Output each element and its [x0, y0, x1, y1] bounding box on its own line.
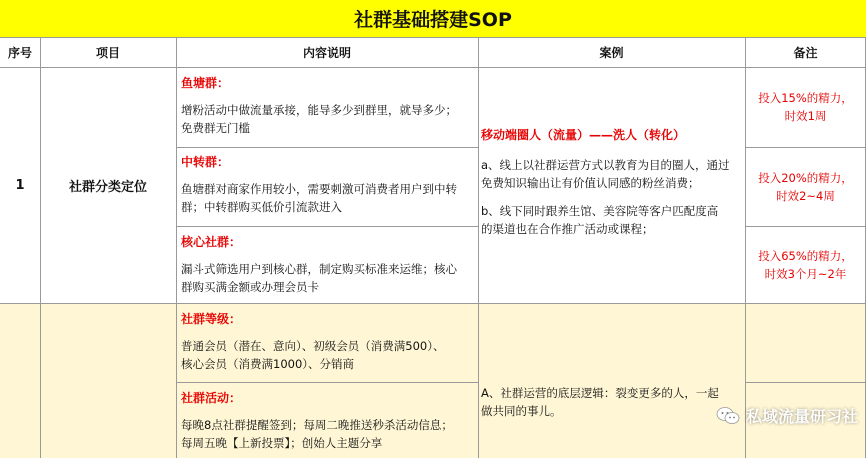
content-fishpond-heading: 鱼塘群： — [181, 76, 230, 90]
watermark — [716, 404, 858, 427]
case-heading: 移动端圈人（流量）——洗人（转化） — [481, 128, 686, 142]
grid-line — [745, 147, 866, 148]
grid-line — [0, 303, 866, 304]
grid-line — [176, 147, 478, 148]
header-project: 项目 — [40, 38, 176, 67]
content-group-level-text: 普通会员（潜在、意向）、初级会员（消费满500）、 核心会员（消费满1000）、分销商 — [181, 339, 445, 371]
sheet-title: 社群基础搭建SOP — [0, 0, 866, 38]
header-index: 序号 — [0, 38, 40, 67]
watermark-text: 私域流量研习社 — [745, 407, 858, 426]
content-group-level-heading: 社群等级： — [181, 312, 242, 326]
content-core-heading: 核心社群： — [181, 235, 242, 249]
note-2: 投入20%的精力， 时效2~4周 — [758, 170, 853, 203]
content-fishpond-text: 增粉活动中做流量承接，能导多少到群里，就导多少； 免费群无门槛 — [181, 103, 457, 135]
grid-line — [0, 67, 866, 68]
row-index-1: 1 — [15, 177, 25, 193]
case-para-b: b、线下同时跟养生馆、美容院等客户匹配度高 的渠道也在合作推广活动或课程； — [481, 204, 719, 236]
content-group-level — [181, 310, 475, 380]
content-group-activity-heading: 社群活动： — [181, 391, 242, 405]
grid-line — [176, 226, 478, 227]
grid-line — [176, 382, 478, 383]
content-group-activity-text: 每晚8点社群提醒签到；每周二晚推送秒杀活动信息； 每周五晚【上新投票】；创始人主题分享 — [181, 418, 453, 450]
grid-line — [745, 382, 866, 383]
row-project-1: 社群分类定位 — [68, 179, 147, 195]
note-1: 投入15%的精力， 时效1周 — [758, 91, 853, 123]
header-case: 案例 — [478, 38, 745, 67]
note-3: 投入65%的精力， 时效3个月~2年 — [758, 248, 853, 281]
grid-line — [745, 226, 866, 227]
grid-line — [40, 38, 41, 458]
content-fishpond-group — [181, 74, 475, 144]
content-group-activity — [181, 389, 475, 458]
case-section-1 — [481, 126, 743, 256]
wechat-logo-icon — [716, 406, 740, 426]
content-transit-heading: 中转群： — [181, 155, 230, 169]
header-note: 备注 — [745, 38, 866, 67]
content-core-group — [181, 233, 475, 303]
header-content: 内容说明 — [176, 38, 478, 67]
grid-line — [176, 38, 177, 458]
content-transit-group — [181, 153, 475, 223]
content-transit-text: 鱼塘群对商家作用较小，需要刺激可消费者用户到中转 群；中转群购买低价引流款进入 — [181, 182, 457, 214]
grid-line — [745, 38, 746, 458]
case-para-a: a、线上以社群运营方式以教育为目的圈人，通过 免费知识输出让有价值认同感的粉丝消费； — [481, 158, 730, 190]
case-section-2: A、社群运营的底层逻辑：裂变更多的人，一起 做共同的事儿。 — [481, 386, 719, 418]
content-core-text: 漏斗式筛选用户到核心群，制定购买标准来运维；核心 群购买满金额或办理会员卡 — [181, 262, 457, 294]
grid-line — [478, 38, 479, 458]
